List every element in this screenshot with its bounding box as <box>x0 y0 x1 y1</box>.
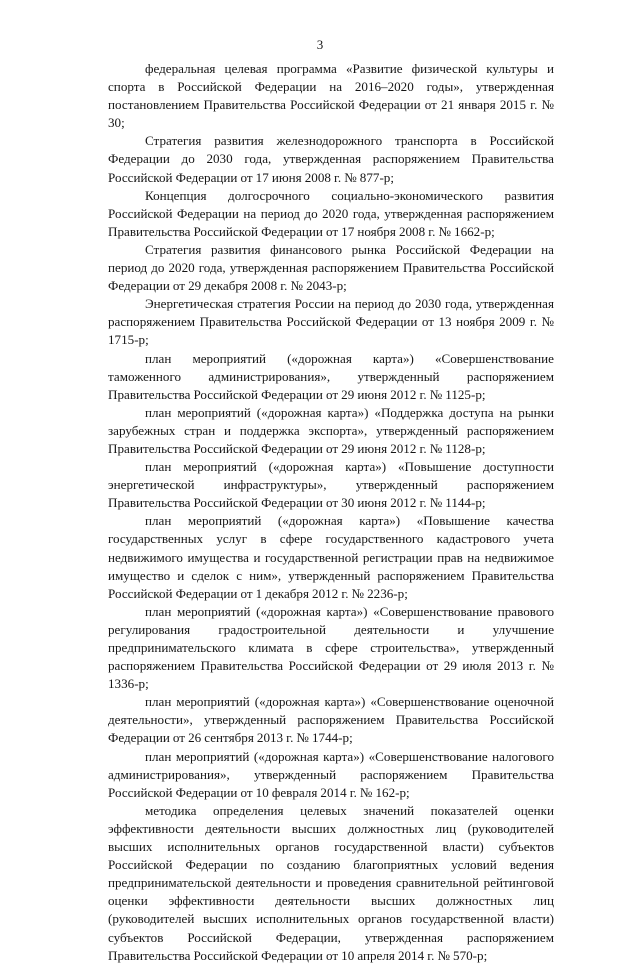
page-number: 3 <box>316 37 324 52</box>
paragraph: план мероприятий («дорожная карта») «Совершенствование налогового администрирования», утвержденный распоряжением Правительства Российской Федерации от 10 февраля 2014 г. № 162-р; <box>108 748 554 800</box>
paragraph: план мероприятий («дорожная карта») «Повышение качества государственных услуг в сфере государственного кадастрового учета недвижимого имущества и государственной регистрации прав на недвижимое имущество и сделок с ним», утвержденный распоряжением Правительства Российской Федерации от 1 декабря 2012 г. № 2236-р; <box>108 513 554 601</box>
paragraph: Стратегия развития железнодорожного транспорта в Российской Федерации до 2030 года, утвержденная распоряжением Правительства Российской Федерации от 17 июня 2008 г. № 877-р; <box>108 133 554 185</box>
paragraph: план мероприятий («дорожная карта») «Поддержка доступа на рынки зарубежных стран и поддержка экспорта», утвержденный распоряжением Правительства Российской Федерации от 29 июня 2012 г. № 1128-р; <box>108 404 554 456</box>
paragraph: Стратегия развития финансового рынка Российской Федерации на период до 2020 года, утвержденная распоряжением Правительства Российской Федерации от 29 декабря 2008 г. № 2043-р; <box>108 241 554 294</box>
paragraph: план мероприятий («дорожная карта») «Повышение доступности энергетической инфраструктуры», утвержденный распоряжением Правительства Российской Федерации от 30 июня 2012 г. № 1144-р; <box>108 459 554 511</box>
paragraph: план мероприятий («дорожная карта») «Совершенствование правового регулирования градостроительной деятельности и улучшение предпринимательского климата в сфере строительства», утвержденный распоряжением Правительства Российской Федерации от 29 июля 2013 г. № 1336-р; <box>108 603 554 692</box>
paragraph: Энергетическая стратегия России на период до 2030 года, утвержденная распоряжением Правительства Российской Федерации от 13 ноября 2009 г. № 1715-р; <box>108 296 554 348</box>
paragraph: план мероприятий («дорожная карта») «Совершенствование таможенного администрирования», утвержденный распоряжением Правительства Российской Федерации от 29 июня 2012 г. № 1125-р; <box>108 350 554 402</box>
paragraph: план мероприятий («дорожная карта») «Совершенствование оценочной деятельности», утвержденный распоряжением Правительства Российской Федерации от 26 сентября 2013 г. № 1744-р; <box>108 694 554 746</box>
paragraph: Концепция долгосрочного социально-экономического развития Российской Федерации на период до 2020 года, утвержденная распоряжением Правительства Российской Федерации от 17 ноября 2008 г. № 1662-р; <box>108 187 554 239</box>
document-body <box>108 60 554 965</box>
paragraph: методика определения целевых значений показателей оценки эффективности деятельности высших должностных лиц (руководителей высших исполнительных органов государственной власти) субъектов Российской Федерации по созданию благоприятных условий ведения предпринимательской деятельности и проведения сравнительной рейтинговой оценки эффективности деятельности высших должностных лиц (руководителей высших исполнительных органов государственной власти) субъектов Российской Федерации, утвержденная распоряжением Правительства Российской Федерации от 10 апреля 2014 г. № 570-р; <box>108 802 554 963</box>
paragraph: федеральная целевая программа «Развитие физической культуры и спорта в Российской Федерации на 2016–2020 годы», утвержденная постановлением Правительства Российской Федерации от 21 января 2015 г. № 30; <box>108 61 554 131</box>
